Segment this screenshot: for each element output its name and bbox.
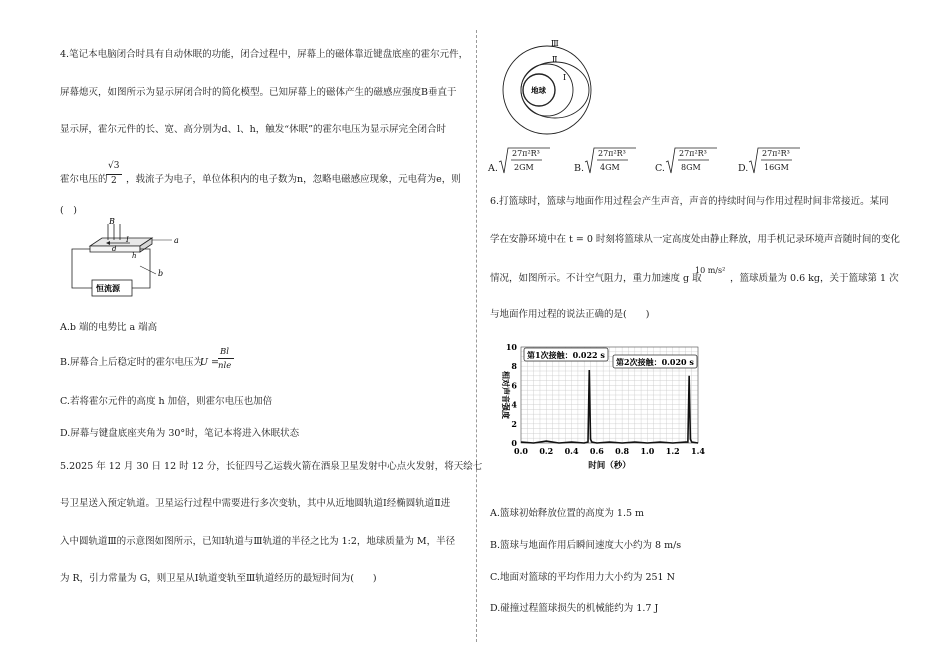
q4-line4b: ，载流子为电子，单位体积内的电子数为n，忽略电磁感应现象，元电荷为e，则 <box>126 174 461 185</box>
earth-label: 地球 <box>531 86 546 95</box>
q6-option-b: B.篮球与地面作用后瞬间速度大小约为 8 m/s <box>490 540 682 551</box>
q4-option-b-bar <box>218 358 234 359</box>
y-tick-label: 2 <box>511 418 517 429</box>
sound-chart <box>493 333 713 483</box>
y-tick-label: 8 <box>511 361 517 372</box>
q4-frac-den: 2 <box>111 176 117 186</box>
orbit-figure <box>495 36 605 136</box>
q5-option-den: 2GM <box>514 163 534 172</box>
q5-option-num: 27π²R³ <box>598 149 626 158</box>
q4-line1: 4.笔记本电脑闭合时具有自动休眠的功能，闭合过程中，屏幕上的磁体靠近键盘底座的霍尔元件， <box>60 49 469 60</box>
y-tick-label: 6 <box>511 380 517 391</box>
x-tick-label: 0.2 <box>539 446 554 456</box>
x-tick-label: 1.2 <box>665 446 680 456</box>
label-h: h <box>132 252 137 260</box>
q5-line4: 为 R，引力常量为 G，则卫星从Ⅰ轨道变轨至Ⅲ轨道经历的最短时间为( ) <box>60 573 377 584</box>
label-current: I <box>126 236 129 244</box>
q4-option-b-u: U = <box>200 357 219 368</box>
q4-option-b-num: Bl <box>220 347 229 357</box>
q4-line3: 显示屏，霍尔元件的长、宽、高分别为d、l、h，触发“休眠”的霍尔电压为显示屏完全闭合时 <box>60 124 446 135</box>
q4-paren: ( ) <box>60 205 77 216</box>
q4-option-d: D.屏幕与键盘底座夹角为 30°时，笔记本将进入休眠状态 <box>60 428 300 439</box>
y-axis-label: 相对声音强度 <box>501 371 511 419</box>
label-a: a <box>174 236 179 245</box>
q6-option-a: A.篮球初始释放位置的高度为 1.5 m <box>490 508 645 519</box>
contact-annotation-text: 第1次接触：0.022 s <box>527 350 605 360</box>
q5-option-label: D. <box>738 163 749 174</box>
q4-frac-num: √3 <box>108 161 120 171</box>
q4-option-b: B.屏幕合上后稳定时的霍尔电压为 <box>60 357 204 368</box>
q6-line3b: ，篮球质量为 0.6 kg，关于篮球第 1 次 <box>730 273 899 284</box>
x-tick-label: 0.8 <box>615 446 630 456</box>
x-tick-label: 0.6 <box>589 446 604 456</box>
q6-line2: 学在安静环境中在 t = 0 时刻将篮球从一定高度处由静止释放，用手机记录环境声音随时间的变化 <box>490 234 900 245</box>
q5-option-den: 16GM <box>764 163 789 172</box>
label-b-field: B <box>109 218 115 226</box>
q4-line2: 屏幕熄灭，如图所示为显示屏闭合时的简化模型。已知屏幕上的磁体产生的磁感应强度B垂直于 <box>60 87 457 98</box>
x-tick-label: 1.4 <box>691 446 705 456</box>
q5-option-den: 8GM <box>681 163 701 172</box>
q5-line2: 号卫星送入预定轨道。卫星运行过程中需要进行多次变轨，其中从近地圆轨道Ⅰ经椭圆轨道Ⅱ进 <box>60 498 451 509</box>
q4-option-b-den: nle <box>218 361 232 371</box>
x-axis-label: 时间（秒） <box>588 461 631 471</box>
label-b-end: b <box>158 269 164 278</box>
q4-option-a: A.b 端的电势比 a 端高 <box>60 322 158 333</box>
column-divider <box>476 30 477 642</box>
x-tick-label: 1.0 <box>640 446 655 456</box>
y-tick-label: 10 <box>505 342 517 352</box>
q4-option-c: C.若将霍尔元件的高度 h 加倍，则霍尔电压也加倍 <box>60 396 273 407</box>
contact-annotation-text: 第2次接触：0.020 s <box>616 357 694 367</box>
q6-line1: 6.打篮球时，篮球与地面作用过程会产生声音，声音的持续时间与作用过程时间非常接近。某同 <box>490 196 889 207</box>
q6-option-d: D.碰撞过程篮球损失的机械能约为 1.7 J <box>490 603 659 614</box>
orbit-label-i: Ⅰ <box>563 73 567 82</box>
y-tick-label: 4 <box>511 399 517 410</box>
y-tick-label: 0 <box>511 438 517 448</box>
q5-line3: 入中圆轨道Ⅲ的示意图如图所示，已知Ⅰ轨道与Ⅲ轨道的半径之比为 1:2，地球质量为 M，半径 <box>60 536 456 547</box>
q6-line3-g: 10 m/s² <box>695 266 726 275</box>
q4-line4a: 霍尔电压的 <box>60 174 108 185</box>
q6-option-c: C.地面对篮球的平均作用力大小约为 251 N <box>490 572 675 583</box>
x-tick-label: 0.0 <box>514 446 528 456</box>
x-tick-label: 0.4 <box>564 446 579 456</box>
orbit-label-iii: Ⅲ <box>551 39 559 48</box>
q5-option-num: 27π²R³ <box>679 149 707 158</box>
q5-option-label: A. <box>488 163 498 174</box>
q5-option-num: 27π²R³ <box>762 149 790 158</box>
q5-option-label: C. <box>655 163 665 174</box>
q5-option-label: B. <box>574 163 585 174</box>
q5-line1: 5.2025 年 12 月 30 日 12 时 12 分，长征四号乙运载火箭在酒泉卫星发射中心点火发射，将天绘七 <box>60 461 483 472</box>
q6-line3a: 情况，如图所示。不计空气阻力，重力加速度 g 取 <box>490 273 702 284</box>
q5-option-den: 4GM <box>600 163 620 172</box>
q6-line4: 与地面作用过程的说法正确的是( ) <box>490 309 650 320</box>
q5-option-num: 27π²R³ <box>512 149 540 158</box>
current-source-label: 恒流源 <box>96 283 120 293</box>
orbit-label-ii: Ⅱ <box>552 55 558 64</box>
label-d: d <box>112 245 117 253</box>
hall-element-figure <box>60 218 190 300</box>
